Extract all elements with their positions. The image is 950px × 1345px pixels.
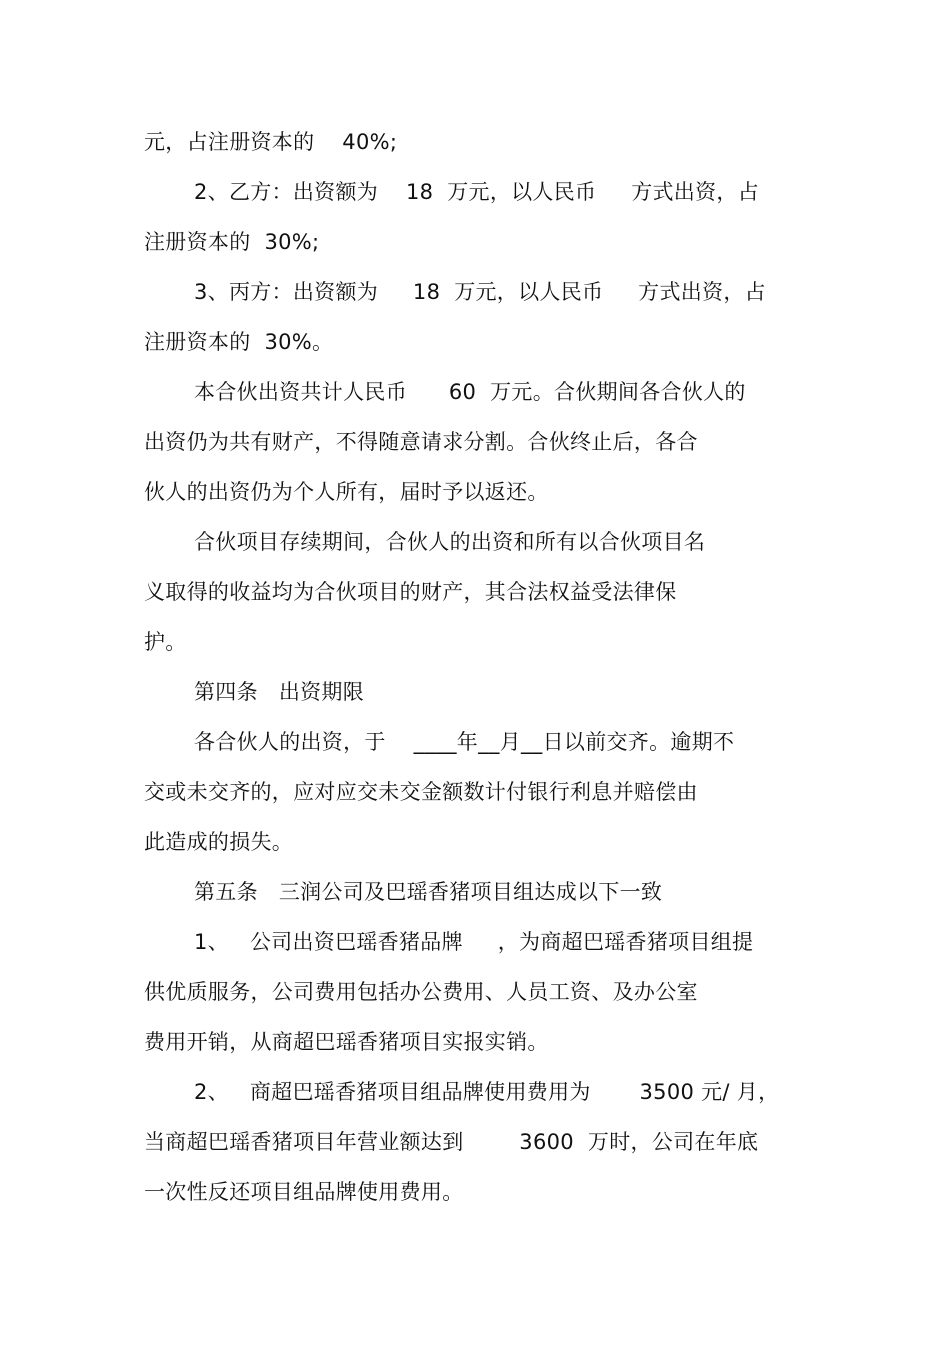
text-line: 合伙项目存续期间，合伙人的出资和所有以合伙项目名 <box>194 530 706 554</box>
section-heading: 第四条 出资期限 <box>194 680 365 704</box>
section-heading: 第五条 三润公司及巴瑶香猪项目组达成以下一致 <box>194 880 663 904</box>
text-line: 义取得的收益均为合伙项目的财产，其合法权益受法律保 <box>144 580 677 604</box>
text-line: 注册资本的 30%; <box>144 230 320 254</box>
text-line: 交或未交齐的，应对应交未交金额数计付银行利息并赔偿由 <box>144 780 698 804</box>
text-line: 2、 商超巴瑶香猪项目组品牌使用费用为 3500 元/ 月， <box>194 1080 780 1104</box>
text-line: 伙人的出资仍为个人所有，届时予以返还。 <box>144 480 549 504</box>
text-line: 护。 <box>144 630 187 654</box>
text-line: 1、 公司出资巴瑶香猪品牌 ，为商超巴瑶香猪项目组提 <box>194 930 754 954</box>
text-line: 出资仍为共有财产，不得随意请求分割。合伙终止后，各合 <box>144 430 698 454</box>
text-line: 当商超巴瑶香猪项目年营业额达到 3600 万时，公司在年底 <box>144 1130 759 1154</box>
text-line: 一次性反还项目组品牌使用费用。 <box>144 1180 464 1204</box>
text-line: 费用开销，从商超巴瑶香猪项目实报实销。 <box>144 1030 549 1054</box>
text-line: 元，占注册资本的 40%; <box>144 130 398 154</box>
text-line: 2、乙方：出资额为 18 万元，以人民币 方式出资，占 <box>194 180 760 204</box>
text-line: 此造成的损失。 <box>144 830 294 854</box>
text-line: 供优质服务，公司费用包括办公费用、人员工资、及办公室 <box>144 980 698 1004</box>
text-line: 本合伙出资共计人民币 60 万元。合伙期间各合伙人的 <box>194 380 746 404</box>
text-line: 3、丙方：出资额为 18 万元，以人民币 方式出资，占 <box>194 280 766 304</box>
text-line: 各合伙人的出资，于 ____年__月__日以前交齐。逾期不 <box>194 730 735 754</box>
text-line: 注册资本的 30%。 <box>144 330 334 354</box>
